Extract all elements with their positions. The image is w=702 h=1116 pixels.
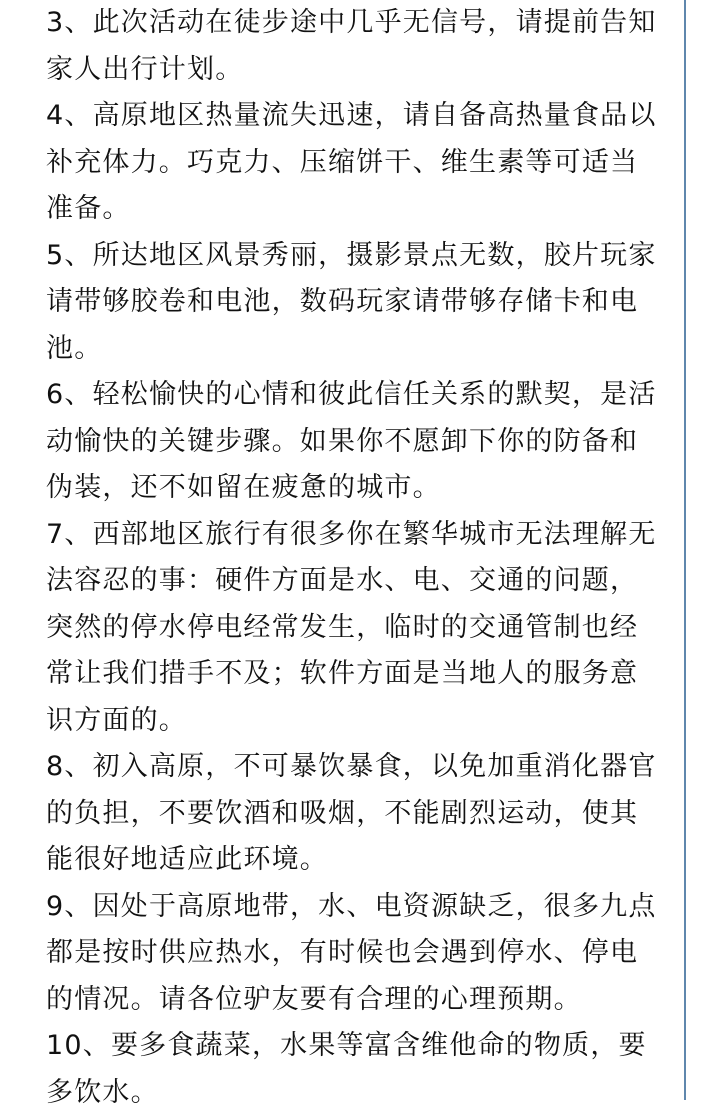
list-item-4: 4、高原地区热量流失迅速，请自备高热量食品以补充体力。巧克力、压缩饼干、维生素等可适当准备。 [46,100,657,224]
right-border-line [684,0,686,1100]
list-item-3: 3、此次活动在徒步途中几乎无信号，请提前告知家人出行计划。 [46,7,657,85]
notice-list [46,0,660,1116]
list-item-9: 9、因处于高原地带，水、电资源缺乏，很多九点都是按时供应热水，有时候也会遇到停水、停电的情况。请各位驴友要有合理的心理预期。 [46,890,657,1015]
list-item-8: 8、初入高原，不可暴饮暴食，以免加重消化器官的负担，不要饮酒和吸烟，不能剧烈运动，使其能很好地适应此环境。 [46,751,657,875]
list-item-6: 6、轻松愉快的心情和彼此信任关系的默契，是活动愉快的关键步骤。如果你不愿卸下你的防备和伪装，还不如留在疲惫的城市。 [46,379,657,503]
list-item-7: 7、西部地区旅行有很多你在繁华城市无法理解无法容忍的事：硬件方面是水、电、交通的问题，突然的停水停电经常发生，临时的交通管制也经常让我们措手不及；软件方面是当地人的服务意识方面的。 [46,518,657,736]
list-item-10: 10、要多食蔬菜，水果等富含维他命的物质，要多饮水。 [46,1030,647,1108]
list-item-5: 5、所达地区风景秀丽，摄影景点无数，胶片玩家请带够胶卷和电池，数码玩家请带够存储卡和电池。 [46,239,657,364]
